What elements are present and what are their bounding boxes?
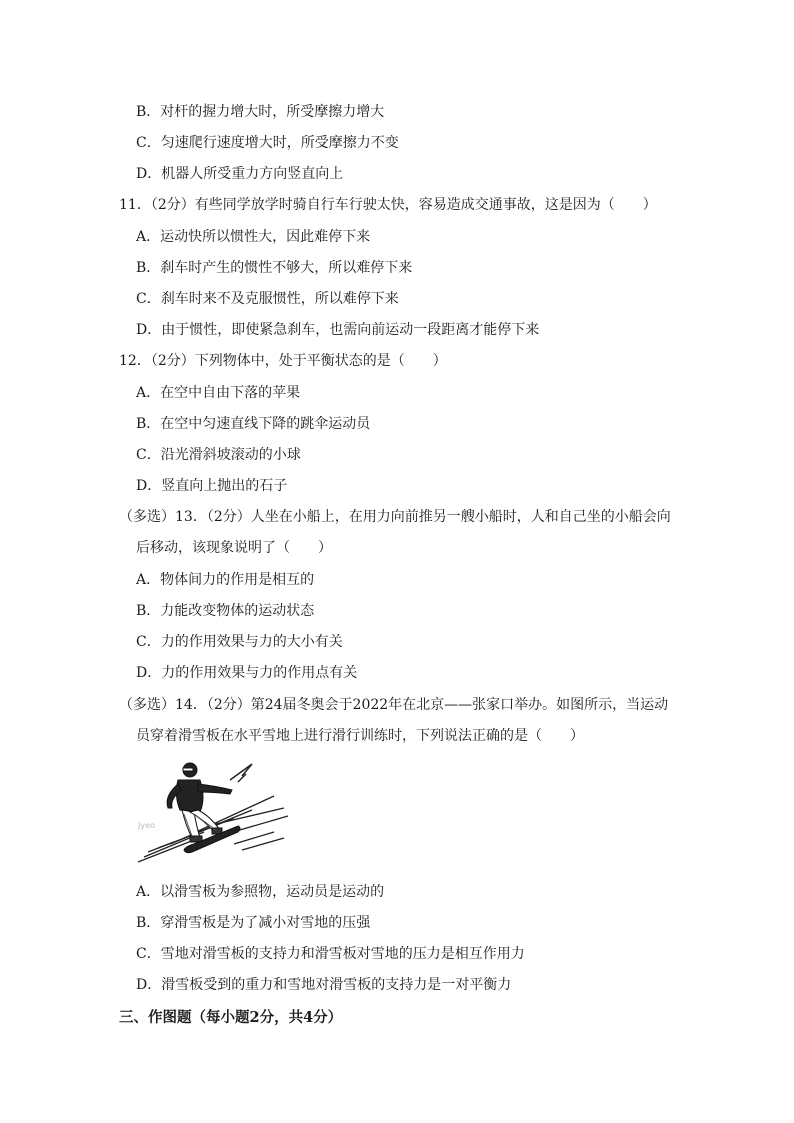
q13-option-a: A．物体间力的作用是相互的 — [136, 572, 315, 588]
q11-option-d: D．由于惯性，即使紧急刹车，也需向前运动一段距离才能停下来 — [136, 322, 540, 338]
q12-stem: 12．（2分）下列物体中，处于平衡状态的是（ ） — [119, 353, 447, 369]
q13-stem: （多选）13．（2分）人坐在小船上，在用力向前推另一艘小船时，人和自己坐的小船会向 — [119, 509, 671, 525]
q14-option-b: B．穿滑雪板是为了减小对雪地的压强 — [136, 915, 371, 931]
q14-stem-cont: 员穿着滑雪板在水平雪地上进行滑行训练时，下列说法正确的是（ ） — [136, 728, 584, 744]
q14-option-d: D．滑雪板受到的重力和雪地对滑雪板的支持力是一对平衡力 — [136, 977, 512, 993]
q10-option-d: D．机器人所受重力方向竖直向上 — [136, 166, 344, 182]
q12-option-b: B．在空中匀速直线下降的跳伞运动员 — [136, 416, 371, 432]
q12-option-d: D．竖直向上抛出的石子 — [136, 478, 288, 494]
q10-option-b: B．对杆的握力增大时，所受摩擦力增大 — [136, 104, 385, 120]
svg-text:Jyeo: Jyeo — [138, 821, 155, 830]
q14-option-a: A．以滑雪板为参照物，运动员是运动的 — [136, 884, 385, 900]
q13-stem-cont: 后移动，该现象说明了（ ） — [136, 540, 332, 556]
q11-option-a: A．运动快所以惯性大，因此难停下来 — [136, 229, 371, 245]
q11-option-b: B．刹车时产生的惯性不够大，所以难停下来 — [136, 260, 413, 276]
q11-option-c: C．刹车时来不及克服惯性，所以难停下来 — [136, 291, 399, 307]
q12-option-a: A．在空中自由下落的苹果 — [136, 385, 301, 401]
section-3-heading: 三、作图题（每小题2分，共4分） — [119, 1009, 343, 1026]
q13-option-b: B．力能改变物体的运动状态 — [136, 603, 315, 619]
q13-option-c: C．力的作用效果与力的大小有关 — [136, 634, 343, 650]
q11-stem: 11．（2分）有些同学放学时骑自行车行驶太快，容易造成交通事故，这是因为（ ） — [119, 197, 657, 213]
snowboarder-illustration-icon — [134, 758, 294, 866]
q12-option-c: C．沿光滑斜坡滚动的小球 — [136, 447, 301, 463]
q14-stem: （多选）14．（2分）第24届冬奥会于2022年在北京——张家口举办。如图所示，当运动 — [119, 697, 669, 713]
q14-option-c: C．雪地对滑雪板的支持力和滑雪板对雪地的压力是相互作用力 — [136, 946, 525, 962]
q10-option-c: C．匀速爬行速度增大时，所受摩擦力不变 — [136, 135, 399, 151]
q13-option-d: D．力的作用效果与力的作用点有关 — [136, 665, 358, 681]
